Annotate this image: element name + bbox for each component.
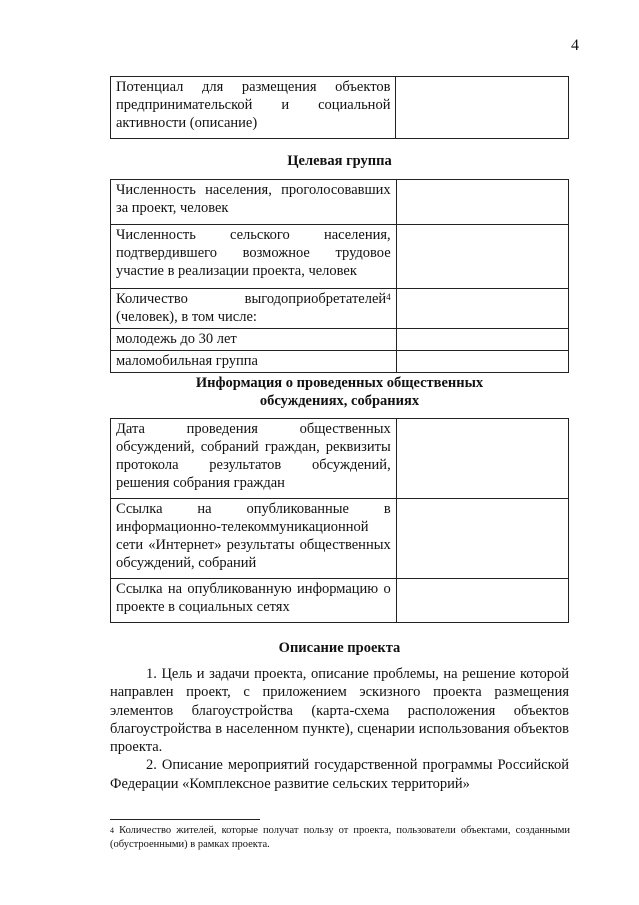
discussions-heading-line1: Информация о проведенных общественных: [195, 375, 484, 391]
row-label: Потенциал для размещения объектов предпринимательской и социальной активности (описание): [111, 77, 396, 139]
row-value: [396, 419, 568, 499]
row-value: [396, 499, 568, 579]
row-label: молодежь до 30 лет: [111, 329, 397, 351]
discussions-table: [110, 418, 569, 623]
table-row: [111, 499, 569, 579]
row-value: [396, 329, 568, 351]
row-value: [396, 579, 568, 623]
row-label: Численность населения, проголосовавших за проект, человек: [111, 180, 397, 225]
discussions-heading: [110, 374, 569, 410]
row-label: [111, 289, 397, 329]
potential-table: [110, 76, 569, 139]
description-paragraph-1: 1. Цель и задачи проекта, описание проблемы, на решение которой направлен проект, с приложением эскизного проекта размещения элементов благоустройства (карта-схема расположения объектов благоустройства в населенном пункте), сценарии использования объектов проекта.: [110, 666, 569, 756]
table-row: [111, 579, 569, 623]
description-heading: Описание проекта: [278, 640, 401, 656]
row-value: [396, 180, 568, 225]
footnote-number: 4: [110, 826, 114, 835]
row-label: Дата проведения общественных обсуждений, собраний граждан, реквизиты протокола результатов обсуждений, решения собрания граждан: [111, 419, 397, 499]
table-row: [111, 289, 569, 329]
description-text: [110, 665, 569, 793]
row-label: Ссылка на опубликованную информацию о проекте в социальных сетях: [111, 579, 397, 623]
beneficiaries-label-tail: (человек), в том числе:: [116, 309, 257, 325]
footnote-separator: [110, 819, 260, 820]
table-row: [111, 77, 569, 139]
footnote-text: Количество жителей, которые получат пользу от проекта, пользователи объектами, созданными (обустроенными) в рамках проекта.: [110, 825, 570, 850]
table-row: [111, 419, 569, 499]
row-value: [396, 77, 569, 139]
beneficiaries-label: Количество выгодоприобретателей: [116, 291, 387, 307]
discussions-heading-line2: обсуждениях, собраниях: [259, 393, 420, 409]
footnote: [110, 824, 570, 852]
target-group-heading: Целевая группа: [287, 153, 392, 169]
page-number: 4: [571, 37, 579, 54]
table-row: [111, 180, 569, 225]
footnote-mark: 4: [386, 292, 391, 302]
row-value: [396, 289, 568, 329]
row-label: Ссылка на опубликованные в информационно-телекоммуникационной сети «Интернет» результаты общественных обсуждений, собраний: [111, 499, 397, 579]
row-value: [396, 225, 568, 289]
table-row: [111, 225, 569, 289]
table-row: [111, 329, 569, 351]
table-row: [111, 351, 569, 373]
description-paragraph-2: 2. Описание мероприятий государственной программы Российской Федерации «Комплексное развитие сельских территорий»: [110, 757, 569, 792]
target-group-table: [110, 179, 569, 373]
row-label: Численность сельского населения, подтвердившего возможное трудовое участие в реализации проекта, человек: [111, 225, 397, 289]
row-label: маломобильная группа: [111, 351, 397, 373]
row-value: [396, 351, 568, 373]
